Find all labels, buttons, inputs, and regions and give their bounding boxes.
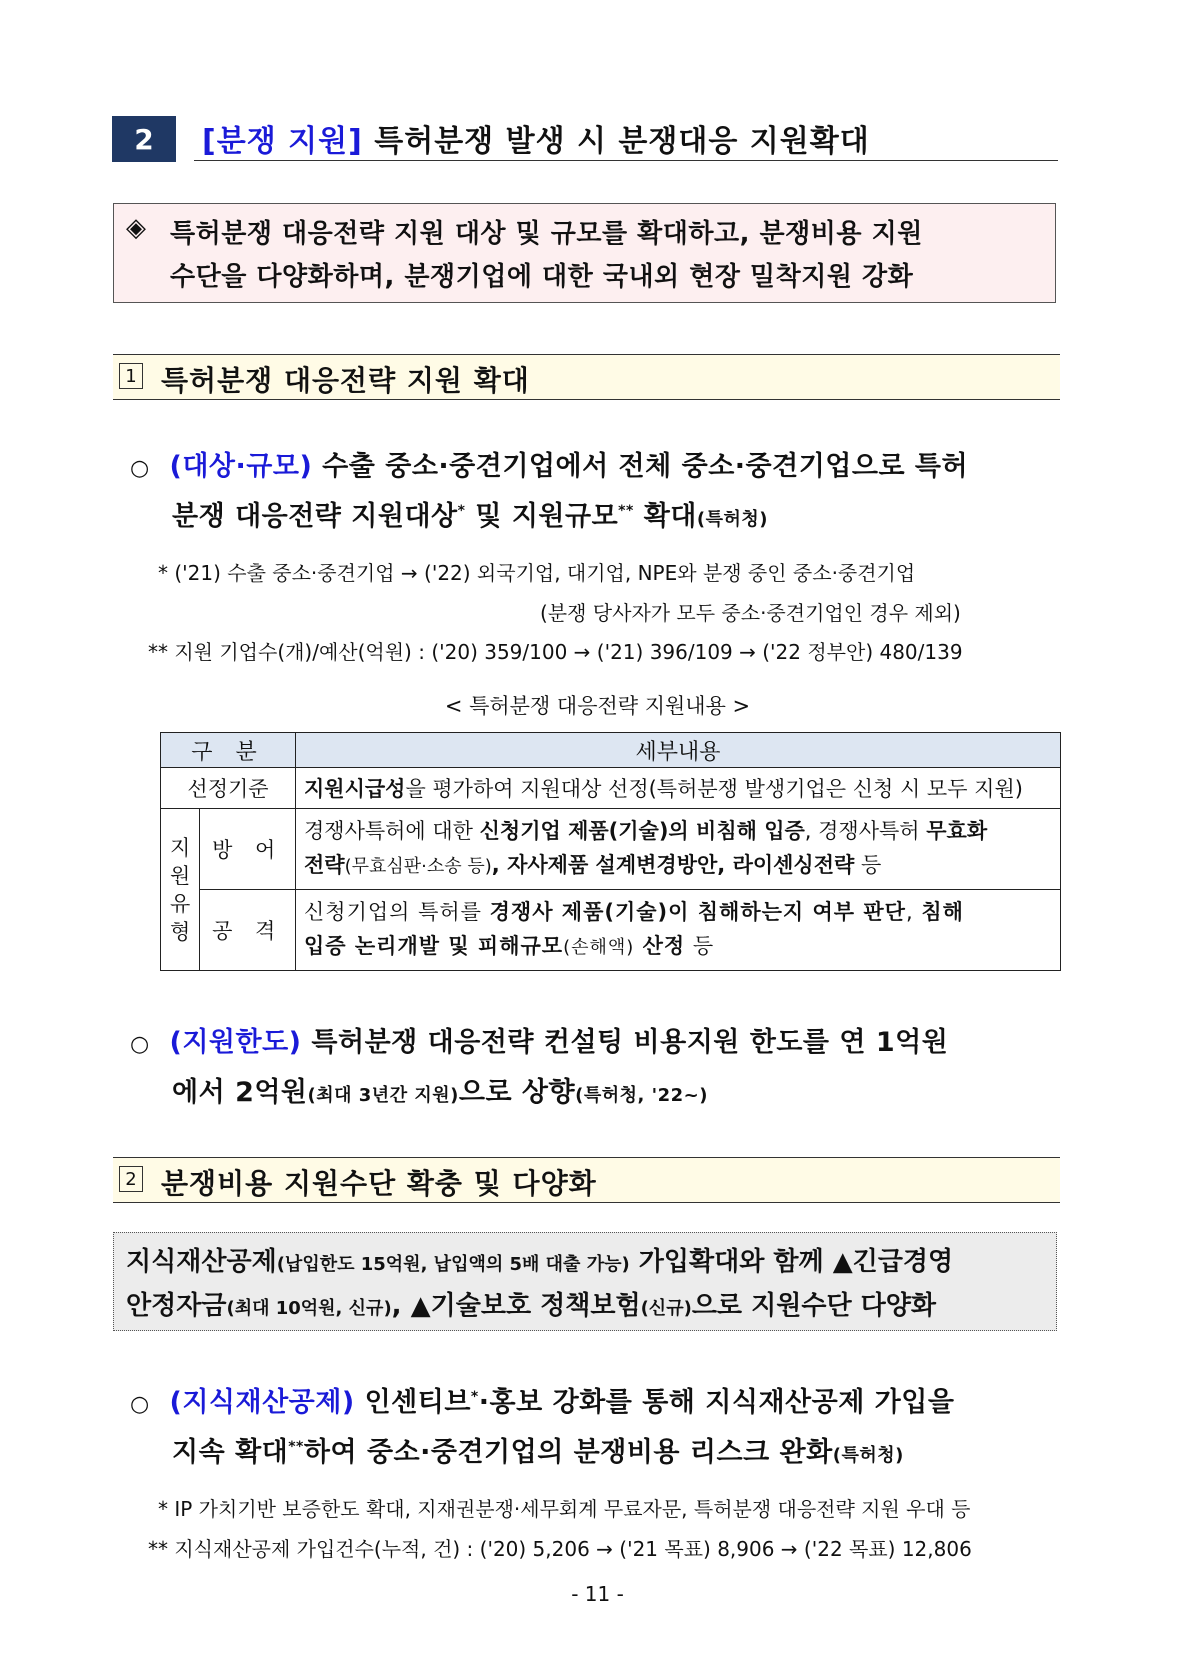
item-text: ·홍보 강화를 통해 지식재산공제 가입을 <box>478 1387 955 1418</box>
section-title-underline <box>194 160 1058 161</box>
item-text: 및 지원규모 <box>465 501 619 532</box>
table-header-details: 세부내용 <box>296 733 1061 768</box>
section-title <box>202 116 870 160</box>
footnote-mark: ** <box>618 503 634 519</box>
measures-summary-box <box>113 1232 1057 1331</box>
summary-line-2: 수단을 다양화하며, 분쟁기업에 대한 국내외 현장 밀착지원 강화 <box>170 262 914 292</box>
section-title-text: 특허분쟁 발생 시 분쟁대응 지원확대 <box>362 124 870 159</box>
measures-summary-line-1: 지식재산공제(납입한도 15억원, 납입액의 5배 대출 가능) 가입확대와 함께 ▲긴급경영 <box>126 1247 954 1277</box>
section-number-badge: 2 <box>112 116 176 162</box>
item-text: 인센티브 <box>354 1387 471 1418</box>
item-target-scale-line-1 <box>130 444 968 483</box>
support-content-table <box>160 732 1061 971</box>
item-support-limit-line-1 <box>130 1020 948 1059</box>
row-label-selection: 선정기준 <box>161 768 296 809</box>
item-text: 특허분쟁 대응전략 컨설팅 비용지원 한도를 연 1억원 <box>301 1027 949 1058</box>
footnote-2: ** 지원 기업수(개)/예산(억원) : ('20) 359/100 → ('21) 396/109 → ('22 정부안) 480/139 <box>148 640 963 664</box>
subsection-2-header <box>113 1157 1060 1203</box>
row-attack-detail: 신청기업의 특허를 경쟁사 제품(기술)이 침해하는지 여부 판단, 침해 입증 논리개발 및 피해규모(손해액) 산정 등 <box>296 890 1061 971</box>
footnote-1: * ('21) 수출 중소·중견기업 → ('22) 외국기업, 대기업, NPE와 분쟁 중인 중소·중견기업 <box>158 561 916 585</box>
item-ip-mutual-aid-line-1 <box>130 1380 954 1419</box>
footnote-mark: * <box>470 1389 479 1405</box>
footnote-4: ** 지식재산공제 가입건수(누적, 건) : ('20) 5,206 → ('21 목표) 8,906 → ('22 목표) 12,806 <box>148 1537 972 1561</box>
table-header-row <box>161 733 1061 768</box>
row-label-defense: 방 어 <box>200 809 296 890</box>
item-tag: (지원한도) <box>169 1027 302 1058</box>
page-number: - 11 - <box>571 1582 624 1606</box>
row-defense-detail: 경쟁사특허에 대한 신청기업 제품(기술)의 비침해 입증, 경쟁사특허 무효화 전략(무효심판·소송 등), 자사제품 설계변경방안, 라이센싱전략 등 <box>296 809 1061 890</box>
summary-line-1: 특허분쟁 대응전략 지원 대상 및 규모를 확대하고, 분쟁비용 지원 <box>170 219 923 249</box>
footnote-mark: ** <box>288 1439 304 1455</box>
measures-summary-line-2: 안정자금(최대 10억원, 신규), ▲기술보호 정책보험(신규)으로 지원수단 다양화 <box>126 1291 936 1321</box>
subsection-1-header <box>113 354 1060 400</box>
circle-bullet-icon: ○ <box>130 456 150 481</box>
table-row <box>161 768 1061 809</box>
table-row <box>161 809 1061 890</box>
item-source: (특허청) <box>832 1445 904 1466</box>
item-text: 지속 확대 <box>172 1437 289 1468</box>
summary-bullet-icon: ◈ <box>126 213 147 243</box>
summary-box <box>113 203 1056 303</box>
item-tag: (대상·규모) <box>169 451 313 482</box>
subsection-1-title: 특허분쟁 대응전략 지원 확대 <box>161 364 530 397</box>
item-text: 수출 중소·중견기업에서 전체 중소·중견기업으로 특허 <box>312 451 969 482</box>
item-ip-mutual-aid-line-2 <box>172 1430 904 1469</box>
footnote-1-continued: (분쟁 당사자가 모두 중소·중견기업인 경우 제외) <box>540 601 961 625</box>
table-row <box>161 890 1061 971</box>
item-text: 에서 2억원 <box>172 1077 308 1108</box>
item-text: 하여 중소·중견기업의 분쟁비용 리스크 완화 <box>303 1437 833 1468</box>
table-caption: < 특허분쟁 대응전략 지원내용 > <box>444 694 751 718</box>
item-source: (특허청, '22~) <box>575 1085 708 1106</box>
item-tag: (지식재산공제) <box>169 1387 355 1418</box>
circle-bullet-icon: ○ <box>130 1032 150 1057</box>
footnote-mark: * <box>457 503 466 519</box>
circle-bullet-icon: ○ <box>130 1392 150 1417</box>
item-source: (특허청) <box>696 509 769 530</box>
row-selection-detail: 지원시급성을 평가하여 지원대상 선정(특허분쟁 발생기업은 신청 시 모두 지원) <box>296 768 1061 809</box>
subsection-2-number: 2 <box>119 1166 143 1192</box>
row-label-attack: 공 격 <box>200 890 296 971</box>
item-text: 으로 상향 <box>458 1077 576 1108</box>
footnote-3: * IP 가치기반 보증한도 확대, 지재권분쟁·세무회계 무료자문, 특허분쟁 대응전략 지원 우대 등 <box>158 1497 971 1521</box>
subsection-1-number: 1 <box>119 363 143 389</box>
item-note: (최대 3년간 지원) <box>307 1085 459 1106</box>
group-label-support-type: 지 원 유 형 <box>161 809 200 971</box>
subsection-2-title: 분쟁비용 지원수단 확충 및 다양화 <box>161 1167 597 1200</box>
table-header-category: 구 분 <box>161 733 296 768</box>
item-text: 분쟁 대응전략 지원대상 <box>172 501 458 532</box>
section-title-tag: [분쟁 지원] <box>202 124 363 159</box>
item-support-limit-line-2 <box>172 1070 708 1109</box>
item-target-scale-line-2 <box>172 494 768 533</box>
item-text: 확대 <box>633 501 697 532</box>
